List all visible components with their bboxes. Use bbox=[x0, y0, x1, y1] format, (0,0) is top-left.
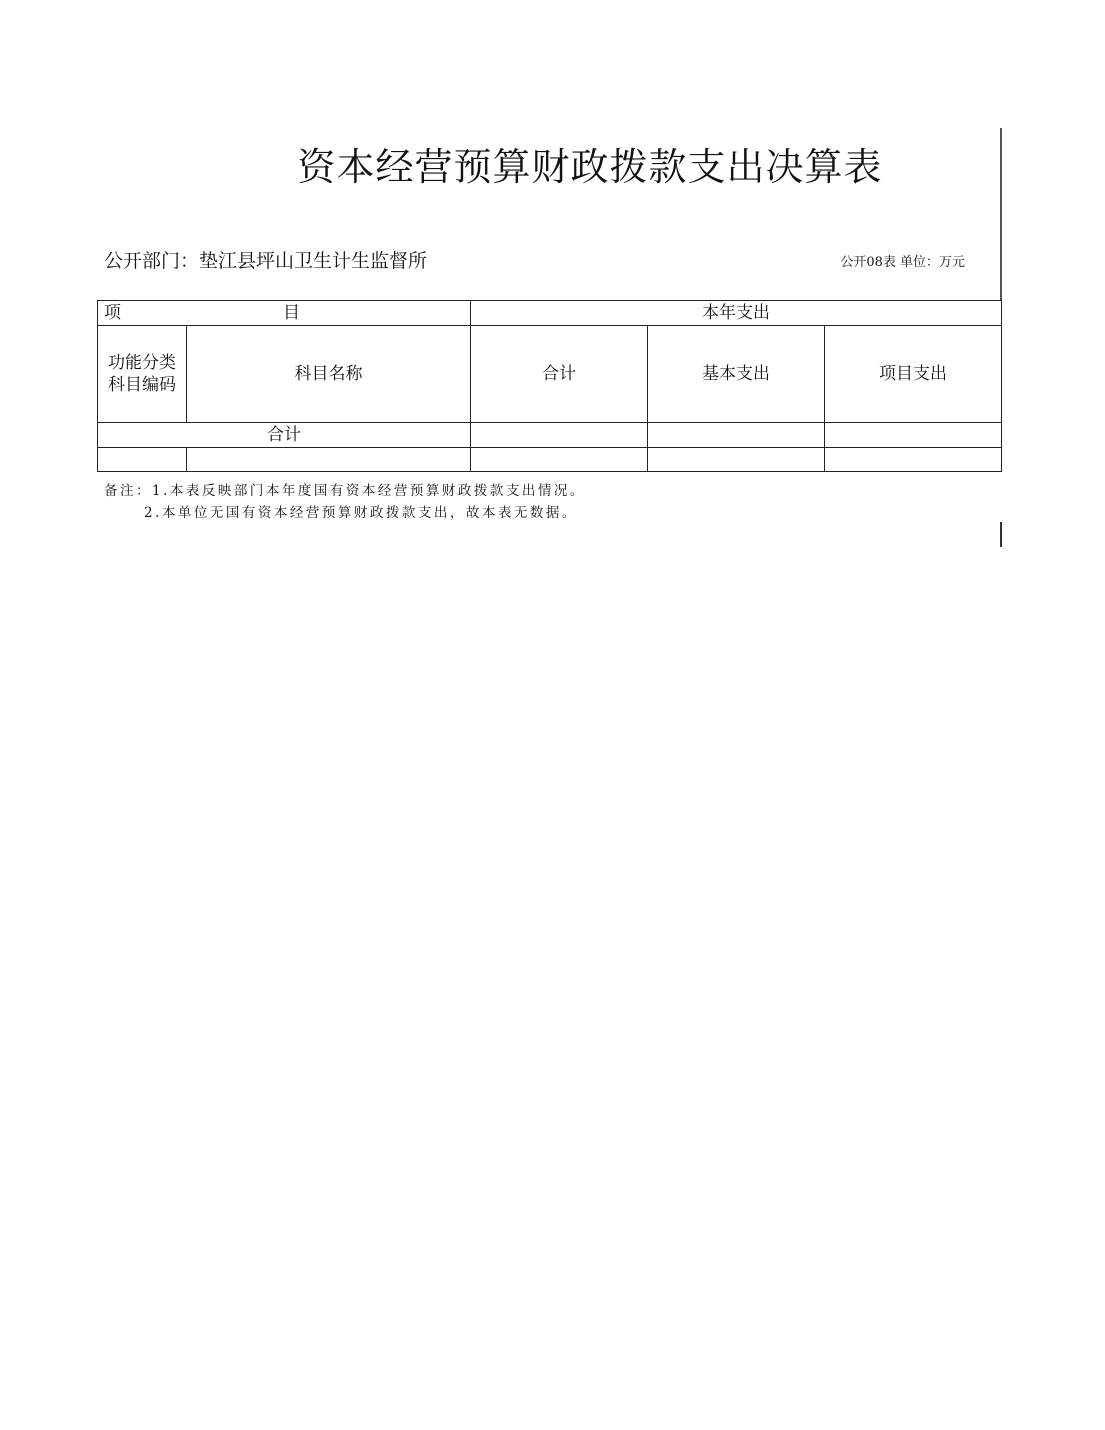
header-item bbox=[97, 300, 471, 326]
table-code-unit: 公开08表 单位：万元 bbox=[840, 255, 965, 270]
remarks bbox=[104, 480, 586, 524]
department-name: 垫江县坪山卫生计生监督所 bbox=[199, 250, 428, 272]
total-row-project bbox=[824, 422, 1002, 448]
header-item-left: 项 bbox=[104, 302, 121, 323]
remark-line-1: 备注：1.本表反映部门本年度国有资本经营预算财政拨款支出情况。 bbox=[104, 483, 586, 499]
col-header-project: 项目支出 bbox=[824, 325, 1002, 423]
department-line bbox=[104, 246, 427, 273]
col-header-total: 合计 bbox=[470, 325, 648, 423]
data-row-total bbox=[470, 447, 648, 472]
expenditure-table bbox=[97, 300, 1002, 472]
header-current-year: 本年支出 bbox=[470, 300, 1002, 326]
total-row-basic bbox=[647, 422, 825, 448]
page-title: 资本经营预算财政拨款支出决算表 bbox=[297, 145, 883, 189]
data-row-project bbox=[824, 447, 1002, 472]
header-item-right: 目 bbox=[283, 302, 300, 323]
col-header-code: 功能分类 科目编码 bbox=[97, 325, 187, 423]
total-row-total bbox=[470, 422, 648, 448]
col-header-basic: 基本支出 bbox=[647, 325, 825, 423]
page-border-line bbox=[1000, 522, 1002, 547]
department-label: 公开部门： bbox=[104, 250, 200, 272]
remark-line-2: 2.本单位无国有资本经营预算财政拨款支出，故本表无数据。 bbox=[144, 505, 578, 521]
data-row-basic bbox=[647, 447, 825, 472]
total-row-label: 合计 bbox=[97, 422, 471, 448]
data-row-name bbox=[186, 447, 471, 472]
col-header-name: 科目名称 bbox=[186, 325, 471, 423]
data-row-code bbox=[97, 447, 187, 472]
page-border-line bbox=[1000, 128, 1002, 300]
